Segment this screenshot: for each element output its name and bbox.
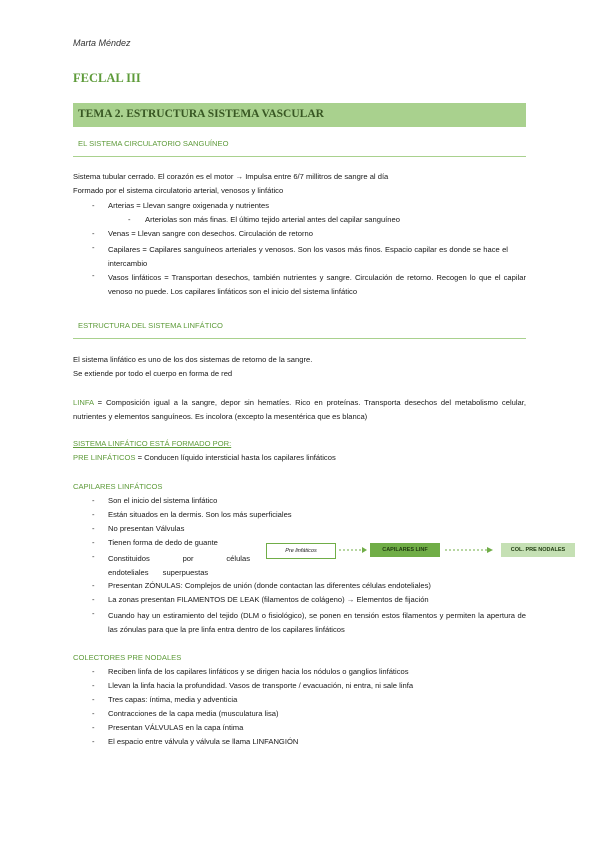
bullet-dash: -: [92, 552, 95, 561]
pre-linfaticos-text: = Conducen líquido intersticial hasta los capilares linfáticos: [135, 453, 336, 462]
bullet-dash: -: [92, 271, 95, 280]
colectores-heading: COLECTORES PRE NODALES: [73, 653, 182, 662]
list-item: El espacio entre válvula y válvula se llama LINFANGIÓN: [108, 737, 299, 746]
paragraph-line: Sistema tubular cerrado. El corazón es el motor → Impulsa entre 6/7 millitros de sangre al día: [73, 172, 389, 181]
bullet-dash: -: [92, 229, 95, 238]
bullet-dash: -: [92, 581, 95, 590]
diagram-box-capilares: CAPILARES LINF: [370, 543, 440, 557]
list-item: Tres capas: íntima, media y adventicia: [108, 695, 238, 704]
bullet-dash: -: [92, 538, 95, 547]
bullet-dash: -: [92, 723, 95, 732]
list-item: Capilares = Capilares sanguíneos arteriales y venosos. Son los vasos más finos. Espacio capilar es donde se hace el intercambio: [108, 245, 508, 268]
diagram-arrow: [444, 545, 494, 555]
list-item: Llevan la linfa hacia la profundidad. Vasos de transporte / evacuación, ni entra, ni sale linfa: [108, 681, 414, 690]
list-item: Vasos linfáticos = Transportan desechos, también nutrientes y sangre. Circulación de retorno. Recogen lo que el capilar venoso no puede. Los capilares linfáticos son el inicio del sistema linfático: [108, 273, 526, 296]
bullet-dash: -: [128, 215, 131, 224]
diagram-box-pre-linfaticos: Pre linfáticos: [266, 543, 336, 559]
bullet-dash: -: [92, 243, 95, 252]
list-item: Arteriolas son más finas. El último tejido arterial antes del capilar sanguíneo: [145, 215, 400, 224]
list-item: Presentan VÁLVULAS en la capa íntima: [108, 723, 244, 732]
bullet-dash: -: [92, 496, 95, 505]
paragraph-line: El sistema linfático es uno de los dos sistemas de retorno de la sangre.: [73, 355, 313, 364]
bullet-dash: -: [92, 667, 95, 676]
bullet-dash: -: [92, 681, 95, 690]
list-item: Reciben linfa de los capilares linfáticos y se dirigen hacia los nódulos o ganglios linfáticos: [108, 667, 409, 676]
capilares-heading: CAPILARES LINFÁTICOS: [73, 482, 163, 491]
list-item: Son el inicio del sistema linfático: [108, 496, 218, 505]
section-heading-linfatico: ESTRUCTURA DEL SISTEMA LINFÁTICO: [78, 321, 223, 330]
author-name: Marta Méndez: [73, 38, 131, 48]
list-item: Cuando hay un estiramiento del tejido (DLM o fisiológico), se ponen en tensión estos filamentos y permiten la apertura de las zónulas para que la pre linfa entra dentro de los capilares linfáticos: [108, 611, 526, 634]
bullet-dash: -: [92, 595, 95, 604]
list-item: Constituidos por células endoteliales superpuestas: [108, 554, 250, 577]
list-item: Presentan ZÓNULAS: Complejos de unión (donde contactan las diferentes células endoteliales): [108, 581, 431, 590]
formed-by-heading: SISTEMA LINFÁTICO ESTÁ FORMADO POR:: [73, 439, 232, 448]
bullet-dash: -: [92, 709, 95, 718]
document-title: FECLAL III: [73, 71, 141, 85]
list-item: Contracciones de la capa media (musculatura lisa): [108, 709, 279, 718]
bullet-dash: -: [92, 524, 95, 533]
paragraph-line: Formado por el sistema circulatorio arterial, venosos y linfático: [73, 186, 284, 195]
diagram-arrow: [338, 545, 368, 555]
list-item: No presentan Válvulas: [108, 524, 185, 533]
section-divider: [73, 156, 526, 157]
paragraph-line: Se extiende por todo el cuerpo en forma de red: [73, 369, 233, 378]
pre-linfaticos-line: [73, 453, 336, 463]
bullet-dash: -: [92, 737, 95, 746]
list-item: Arterias = Llevan sangre oxigenada y nutrientes: [108, 201, 270, 210]
linfa-text: = Composición igual a la sangre, depor sin hematíes. Rico en proteínas. Transporta desechos del metabolismo celular, nutrientes y elementos sanguíneos. Es incolora (excepto la mesentérica que es blanca): [73, 398, 526, 421]
topic-banner-text: TEMA 2. ESTRUCTURA SISTEMA VASCULAR: [78, 108, 324, 120]
linfa-definition: [73, 396, 526, 424]
section-heading-circulatorio: EL SISTEMA CIRCULATORIO SANGUÍNEO: [78, 139, 229, 148]
topic-banner: [73, 103, 526, 127]
bullet-dash: -: [92, 510, 95, 519]
section-divider: [73, 338, 526, 339]
list-item: Están situados en la dermis. Son los más superficiales: [108, 510, 292, 519]
pre-linfaticos-term: PRE LINFÁTICOS: [73, 453, 136, 462]
bullet-dash: -: [92, 695, 95, 704]
list-item: Tienen forma de dedo de guante: [108, 538, 218, 547]
bullet-dash: -: [92, 201, 95, 210]
bullet-dash: -: [92, 609, 95, 618]
list-item: La zonas presentan FILAMENTOS DE LEAK (filamentos de colágeno) → Elementos de fijación: [108, 595, 429, 604]
list-item: Venas = Llevan sangre con desechos. Circulación de retorno: [108, 229, 313, 238]
linfa-term: LINFA: [73, 398, 94, 407]
diagram-box-colectores: COL. PRE NODALES: [501, 543, 575, 557]
